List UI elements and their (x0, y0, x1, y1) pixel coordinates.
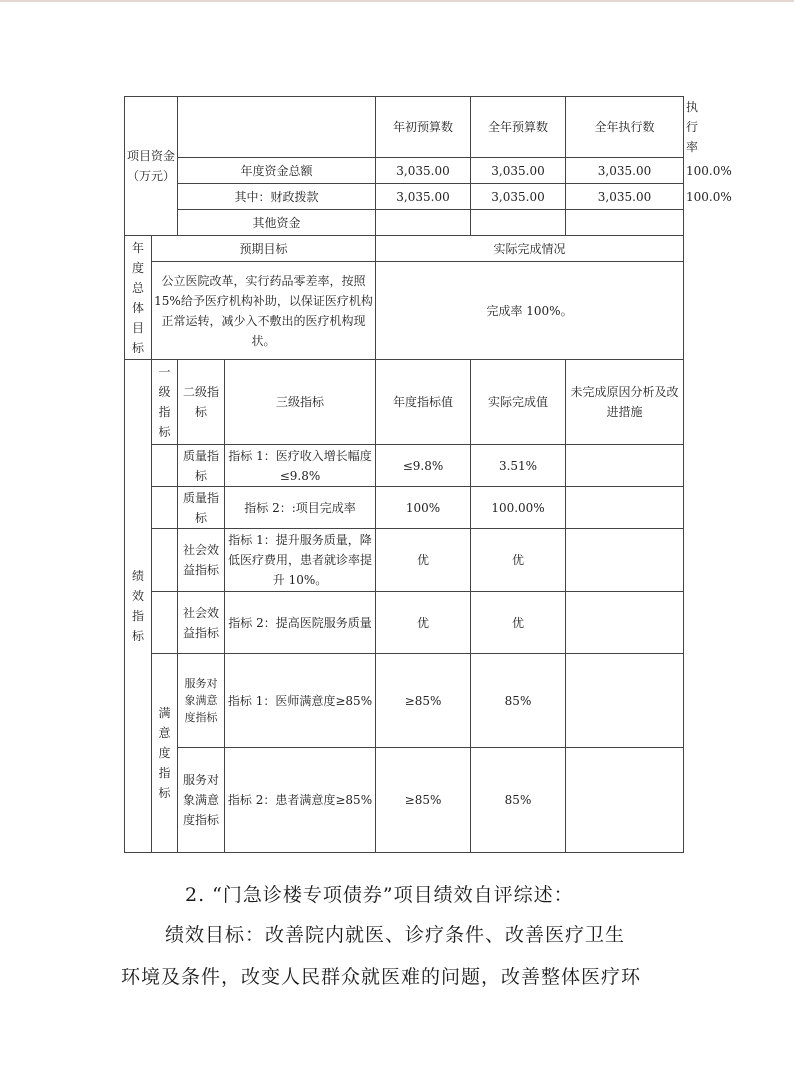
actual-cell: 3.51% (471, 445, 566, 487)
indicator-header-row (125, 360, 684, 445)
indicator-row (125, 654, 684, 748)
header-level2: 二级指标 (178, 360, 225, 445)
actual-cell: 优 (471, 529, 566, 592)
budget-cell (376, 210, 471, 236)
level3-cell: 指标 1：提升服务质量，降低医疗费用，患者就诊率提升 10%。 (225, 529, 376, 592)
actual-cell: 优 (471, 592, 566, 654)
reason-cell (566, 748, 684, 853)
level2-cell: 服务对象满意度指标 (178, 654, 225, 748)
goals-label: 年度总体目标 (125, 236, 152, 360)
budget-cell (566, 210, 684, 236)
goals-row (125, 262, 684, 360)
level1-satisfaction: 满意度指标 (152, 654, 178, 853)
level2-cell: 质量指标 (178, 487, 225, 529)
goals-expected-header: 预期目标 (152, 236, 376, 262)
level2-cell: 质量指标 (178, 445, 225, 487)
level1-cell (152, 592, 178, 654)
budget-header-row: 项目资金（万元） 年初预算数 全年预算数 全年执行数 执行率 (125, 97, 684, 158)
budget-cell: 3,035.00 (471, 184, 566, 210)
level3-cell: 指标 2：:项目完成率 (225, 487, 376, 529)
goals-header-row (125, 236, 684, 262)
indicator-row (125, 748, 684, 853)
reason-cell (566, 487, 684, 529)
reason-cell (566, 592, 684, 654)
goals-actual-text: 完成率 100%。 (376, 262, 684, 360)
header-level3: 三级指标 (225, 360, 376, 445)
budget-row-name: 其中：财政拨款 (178, 184, 376, 210)
goals-expected-text: 公立医院改革，实行药品零差率，按照15%给予医疗机构补助，以保证医疗机构正常运转，减少入不敷出的医疗机构现状。 (152, 262, 376, 360)
section-heading: 2. “门急诊楼专项债券”项目绩效自评综述： (185, 884, 574, 906)
indicator-row (125, 487, 684, 529)
reason-cell (566, 654, 684, 748)
budget-header-blank (178, 97, 376, 158)
header-target: 年度指标值 (376, 360, 471, 445)
budget-row: 其中：财政拨款 3,035.00 3,035.00 3,035.00 100.0% (125, 184, 684, 210)
target-cell: ≥85% (376, 654, 471, 748)
budget-cell (471, 210, 566, 236)
indicator-row (125, 592, 684, 654)
level2-cell: 社会效益指标 (178, 592, 225, 654)
body-line-2: 环境及条件，改变人民群众就医难的问题，改善整体医疗环 (121, 966, 642, 988)
budget-row: 年度资金总额 3,035.00 3,035.00 3,035.00 100.0% (125, 158, 684, 184)
indicator-row (125, 529, 684, 592)
header-reason: 未完成原因分析及改进措施 (566, 360, 684, 445)
budget-cell: 3,035.00 (566, 158, 684, 184)
budget-header-annual: 全年预算数 (471, 97, 566, 158)
header-level1: 一级指标 (152, 360, 178, 445)
reason-cell (566, 445, 684, 487)
performance-table (124, 96, 732, 853)
indicator-row (125, 445, 684, 487)
budget-header-initial: 年初预算数 (376, 97, 471, 158)
level1-cell (152, 445, 178, 487)
budget-cell: 3,035.00 (471, 158, 566, 184)
goals-actual-header: 实际完成情况 (376, 236, 684, 262)
performance-label: 绩效指标 (125, 360, 152, 853)
level3-cell: 指标 2：提高医院服务质量 (225, 592, 376, 654)
budget-cell: 3,035.00 (566, 184, 684, 210)
budget-label: 项目资金（万元） (125, 97, 178, 236)
level3-cell: 指标 1：医师满意度≥85% (225, 654, 376, 748)
budget-row (125, 210, 684, 236)
budget-header-executed: 全年执行数 (566, 97, 684, 158)
level1-cell (152, 529, 178, 592)
level1-cell (152, 487, 178, 529)
actual-cell: 85% (471, 654, 566, 748)
target-cell: ≥85% (376, 748, 471, 853)
header-actual: 实际完成值 (471, 360, 566, 445)
budget-cell: 3,035.00 (376, 184, 471, 210)
actual-cell: 85% (471, 748, 566, 853)
target-cell: 优 (376, 529, 471, 592)
body-line-1: 绩效目标：改善院内就医、诊疗条件、改善医疗卫生 (165, 924, 626, 946)
level3-cell: 指标 1：医疗收入增长幅度≤9.8% (225, 445, 376, 487)
target-cell: 优 (376, 592, 471, 654)
actual-cell: 100.00% (471, 487, 566, 529)
level2-cell: 服务对象满意度指标 (178, 748, 225, 853)
budget-cell: 3,035.00 (376, 158, 471, 184)
target-cell: ≤9.8% (376, 445, 471, 487)
reason-cell (566, 529, 684, 592)
budget-row-name: 其他资金 (178, 210, 376, 236)
budget-row-name: 年度资金总额 (178, 158, 376, 184)
target-cell: 100% (376, 487, 471, 529)
level3-cell: 指标 2：患者满意度≥85% (225, 748, 376, 853)
level2-cell: 社会效益指标 (178, 529, 225, 592)
page-top-border (0, 0, 794, 2)
